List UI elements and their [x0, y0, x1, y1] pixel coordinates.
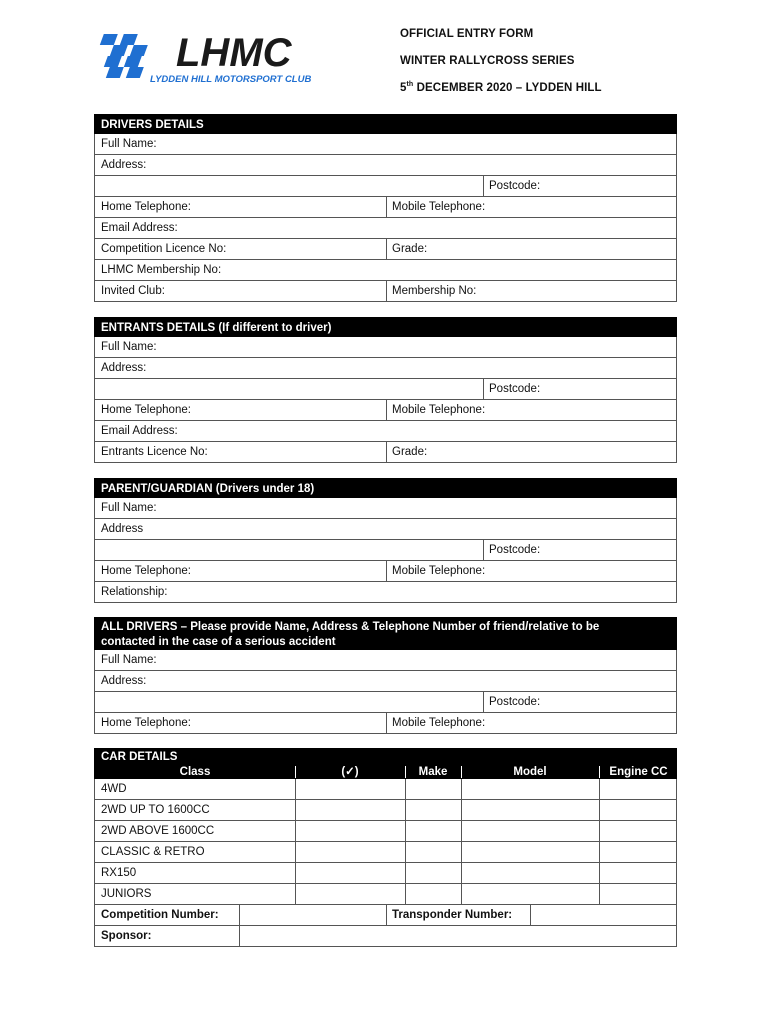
address-postcode-row[interactable] [94, 176, 677, 197]
section-header: CAR DETAILS [94, 748, 677, 765]
chequered-flag-icon [100, 34, 148, 78]
competition-licence-field: Competition Licence No: [101, 243, 227, 255]
col-class: Class [179, 766, 211, 778]
licence-row[interactable] [94, 239, 677, 260]
col-tick: (✓) [341, 766, 359, 778]
licence-row[interactable] [94, 442, 677, 463]
full-name-field[interactable]: Full Name: [94, 337, 677, 358]
home-telephone-field: Home Telephone: [101, 201, 191, 213]
postcode-field: Postcode: [489, 696, 541, 708]
postcode-field: Postcode: [489, 544, 541, 556]
sponsor-row[interactable] [94, 926, 677, 947]
full-name-field[interactable]: Full Name: [94, 650, 677, 671]
event-date: 5th DECEMBER 2020 – LYDDEN HILL [400, 81, 602, 94]
car-class-label: RX150 [101, 867, 137, 879]
address-field[interactable]: Address: [94, 671, 677, 692]
logo-text: LHMC [176, 31, 292, 75]
car-class-row[interactable] [94, 821, 677, 842]
drivers-section [94, 114, 677, 302]
telephone-row[interactable] [94, 713, 677, 734]
series-title: WINTER RALLYCROSS SERIES [400, 55, 575, 67]
postcode-field: Postcode: [489, 180, 541, 192]
postcode-field: Postcode: [489, 383, 541, 395]
membership-field[interactable]: LHMC Membership No: [94, 260, 677, 281]
home-telephone-field: Home Telephone: [101, 565, 191, 577]
mobile-telephone-field: Mobile Telephone: [392, 717, 486, 729]
invited-club-field: Invited Club: [101, 285, 165, 297]
car-class-label: 2WD ABOVE 1600CC [101, 825, 215, 837]
membership-no-field: Membership No: [392, 285, 477, 297]
relationship-field[interactable]: Relationship: [94, 582, 677, 603]
car-class-label: 2WD UP TO 1600CC [101, 804, 210, 816]
grade-field: Grade: [392, 446, 428, 458]
form-title: OFFICIAL ENTRY FORM [400, 28, 534, 40]
email-field[interactable]: Email Address: [94, 218, 677, 239]
competition-number-row[interactable] [94, 905, 677, 926]
address-postcode-row[interactable] [94, 692, 677, 713]
car-class-label: 4WD [101, 783, 127, 795]
col-engine-cc: Engine CC [609, 766, 668, 778]
section-header: ALL DRIVERS – Please provide Name, Address & Telephone Number of friend/relative to be contacted in the case of a serious accident [94, 617, 677, 650]
home-telephone-field: Home Telephone: [101, 717, 191, 729]
telephone-row[interactable] [94, 561, 677, 582]
sponsor-label: Sponsor: [101, 930, 152, 942]
col-model: Model [513, 766, 547, 778]
transponder-number-label: Transponder Number: [392, 909, 513, 921]
car-class-row[interactable] [94, 884, 677, 905]
entrants-section [94, 317, 677, 463]
logo-subtitle: LYDDEN HILL MOTORSPORT CLUB [150, 74, 312, 85]
address-field[interactable]: Address [94, 519, 677, 540]
car-class-label: CLASSIC & RETRO [101, 846, 205, 858]
address-field[interactable]: Address: [94, 358, 677, 379]
section-header: DRIVERS DETAILS [94, 114, 677, 134]
car-class-row[interactable] [94, 800, 677, 821]
car-class-row[interactable] [94, 863, 677, 884]
car-class-row[interactable] [94, 779, 677, 800]
col-make: Make [418, 766, 448, 778]
section-header: ENTRANTS DETAILS (If different to driver) [94, 317, 677, 337]
lhmc-logo [96, 28, 332, 88]
telephone-row[interactable] [94, 400, 677, 421]
mobile-telephone-field: Mobile Telephone: [392, 201, 486, 213]
club-row[interactable] [94, 281, 677, 302]
email-field[interactable]: Email Address: [94, 421, 677, 442]
guardian-section [94, 478, 677, 603]
address-postcode-row[interactable] [94, 540, 677, 561]
mobile-telephone-field: Mobile Telephone: [392, 404, 486, 416]
full-name-field[interactable]: Full Name: [94, 134, 677, 155]
telephone-row[interactable] [94, 197, 677, 218]
section-header: PARENT/GUARDIAN (Drivers under 18) [94, 478, 677, 498]
car-table-header [94, 765, 677, 779]
full-name-field[interactable]: Full Name: [94, 498, 677, 519]
mobile-telephone-field: Mobile Telephone: [392, 565, 486, 577]
address-field[interactable]: Address: [94, 155, 677, 176]
emergency-contact-section [94, 617, 677, 734]
grade-field: Grade: [392, 243, 428, 255]
home-telephone-field: Home Telephone: [101, 404, 191, 416]
car-details-section [94, 748, 677, 947]
competition-number-label: Competition Number: [101, 909, 219, 921]
car-class-row[interactable] [94, 842, 677, 863]
car-class-label: JUNIORS [101, 888, 152, 900]
address-postcode-row[interactable] [94, 379, 677, 400]
entrants-licence-field: Entrants Licence No: [101, 446, 208, 458]
